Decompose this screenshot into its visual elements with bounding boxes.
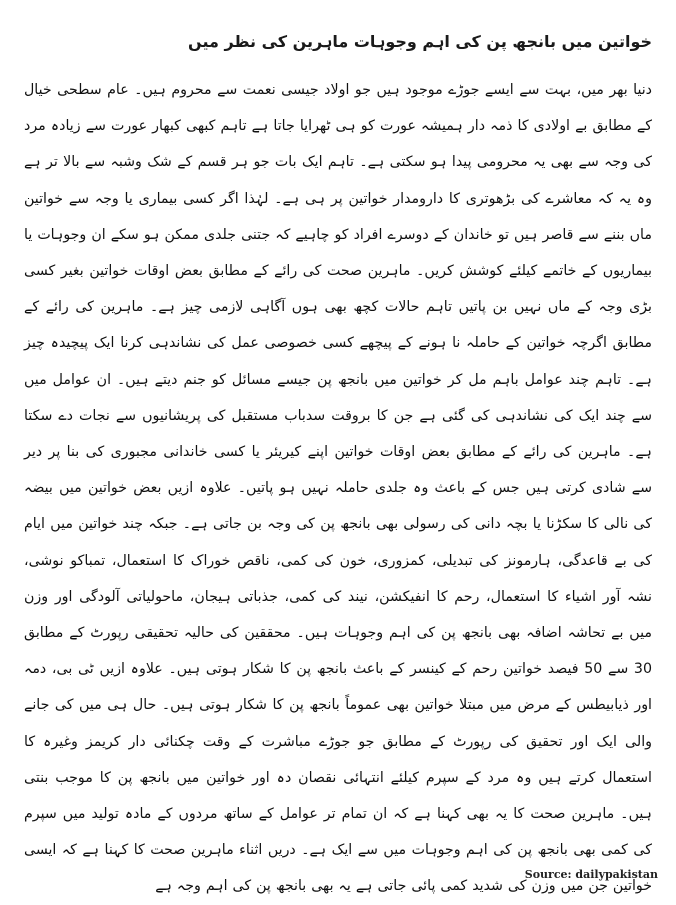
article-body: دنیا بھر میں، بہت سے ایسے جوڑے موجود ہیں جو اولاد جیسی نعمت سے محروم ہیں۔ عام سطحی خیال کے مطابق بے اولادی کا ذمہ دار ہمیشہ عورت کو ہی ٹھرایا جاتا ہے تاہم کبھی کبھار عورت سے زیادہ مرد کی وجہ سے بھی یہ محرومی پیدا ہو سکتی ہے۔ تاہم ایک بات جو ہر قسم کے شک وشبہ سے بالا تر ہے وہ یہ کہ معاشرے کی بڑھوتری کا دارومدار خواتین پر ہی ہے۔ لہٰذا اگر کسی بیماری یا وجہ سے خواتین ماں بننے سے قاصر ہیں تو خاندان کے دوسرے افراد کو چاہیے کہ جتنی جلدی ممکن ہو سکے ان وجوہات یا بیماریوں کے خاتمے کیلئے کوشش کریں۔ ماہرین صحت کی رائے کے مطابق بعض اوقات خواتین بغیر کسی بڑی وجہ کے ماں نہیں بن پاتیں تاہم حالات کچھ بھی ہوں آگاہی لازمی چیز ہے۔ ماہرین کی رائے کے مطابق اگرچہ خواتین کے حاملہ نا ہونے کے پیچھے کسی خصوصی عمل کی نشاندہی کرنا ایک پیچیدہ چیز ہے۔ تاہم چند عوامل باہم مل کر خواتین میں بانجھ پن جیسے مسائل کو جنم دیتے ہیں۔ ان عوامل میں سے چند ایک کی نشاندہی کی گئی ہے جن کا بروقت سدباب مستقبل کی پریشانیوں سے نجات دے سکتا ہے۔ ماہرین کی رائے کے مطابق بعض اوقات خواتین اپنے کیریئر یا کسی خاندانی مجبوری کی بنا پر دیر سے شادی کرتی ہیں جس کے باعث وہ جلدی حاملہ نہیں ہو پاتیں۔ علاوہ ازیں بعض خواتین میں بیضہ کی نالی کا سکڑنا یا بچہ دانی کی رسولی بھی بانجھ پن کی وجہ بن جاتی ہے۔ جبکہ چند خواتین میں ایام کی بے قاعدگی، ہارمونز کی تبدیلی، کمزوری، خون کی کمی، ناقص خوراک کا استعمال، تمباکو نوشی، نشہ آور اشیاء کا استعمال، رحم کا انفیکشن، نیند کی کمی، جذباتی ہیجان، ماحولیاتی آلودگی اور وزن میں بے تحاشہ اضافہ بھی بانجھ پن کی اہم وجوہات ہیں۔ محققین کی حالیہ تحقیقی رپورٹ کے مطابق 30 سے 50 فیصد خواتین رحم کے کینسر کے باعث بانجھ پن کا شکار ہوتی ہیں۔ علاوہ ازیں ٹی بی، دمہ اور ذیابیطس کے مرض میں مبتلا خواتین بھی عموماً بانجھ پن کا شکار ہوتی ہیں۔ حال ہی میں کی جانے والی ایک اور تحقیق کی رپورٹ کے مطابق جو جوڑے مباشرت کے وقت چکنائی دار کریمز وغیرہ کا استعمال کرتے ہیں وہ مرد کے سپرم کیلئے انتہائی نقصان دہ اور خواتین میں بانجھ پن کا موجب بنتی ہیں۔ ماہرین صحت کا یہ بھی کہنا ہے کہ ان تمام تر عوامل کے ساتھ مردوں کے مادہ تولید میں سپرم کی کمی بھی بانجھ پن کی اہم وجوہات میں سے ایک ہے۔ دریں اثناء ماہرین صحت کا کہنا ہے کہ ایسی خواتین جن میں وزن کی شدید کمی پائی جاتی ہے یہ بھی بانجھ پن کی اہم وجہ ہے (24, 82, 652, 895)
article-title: خواتین میں بانجھ پن کی اہم وجوہات ماہرین کی نظر میں (188, 32, 652, 51)
source-credit: Source: dailypakistan (524, 868, 658, 881)
